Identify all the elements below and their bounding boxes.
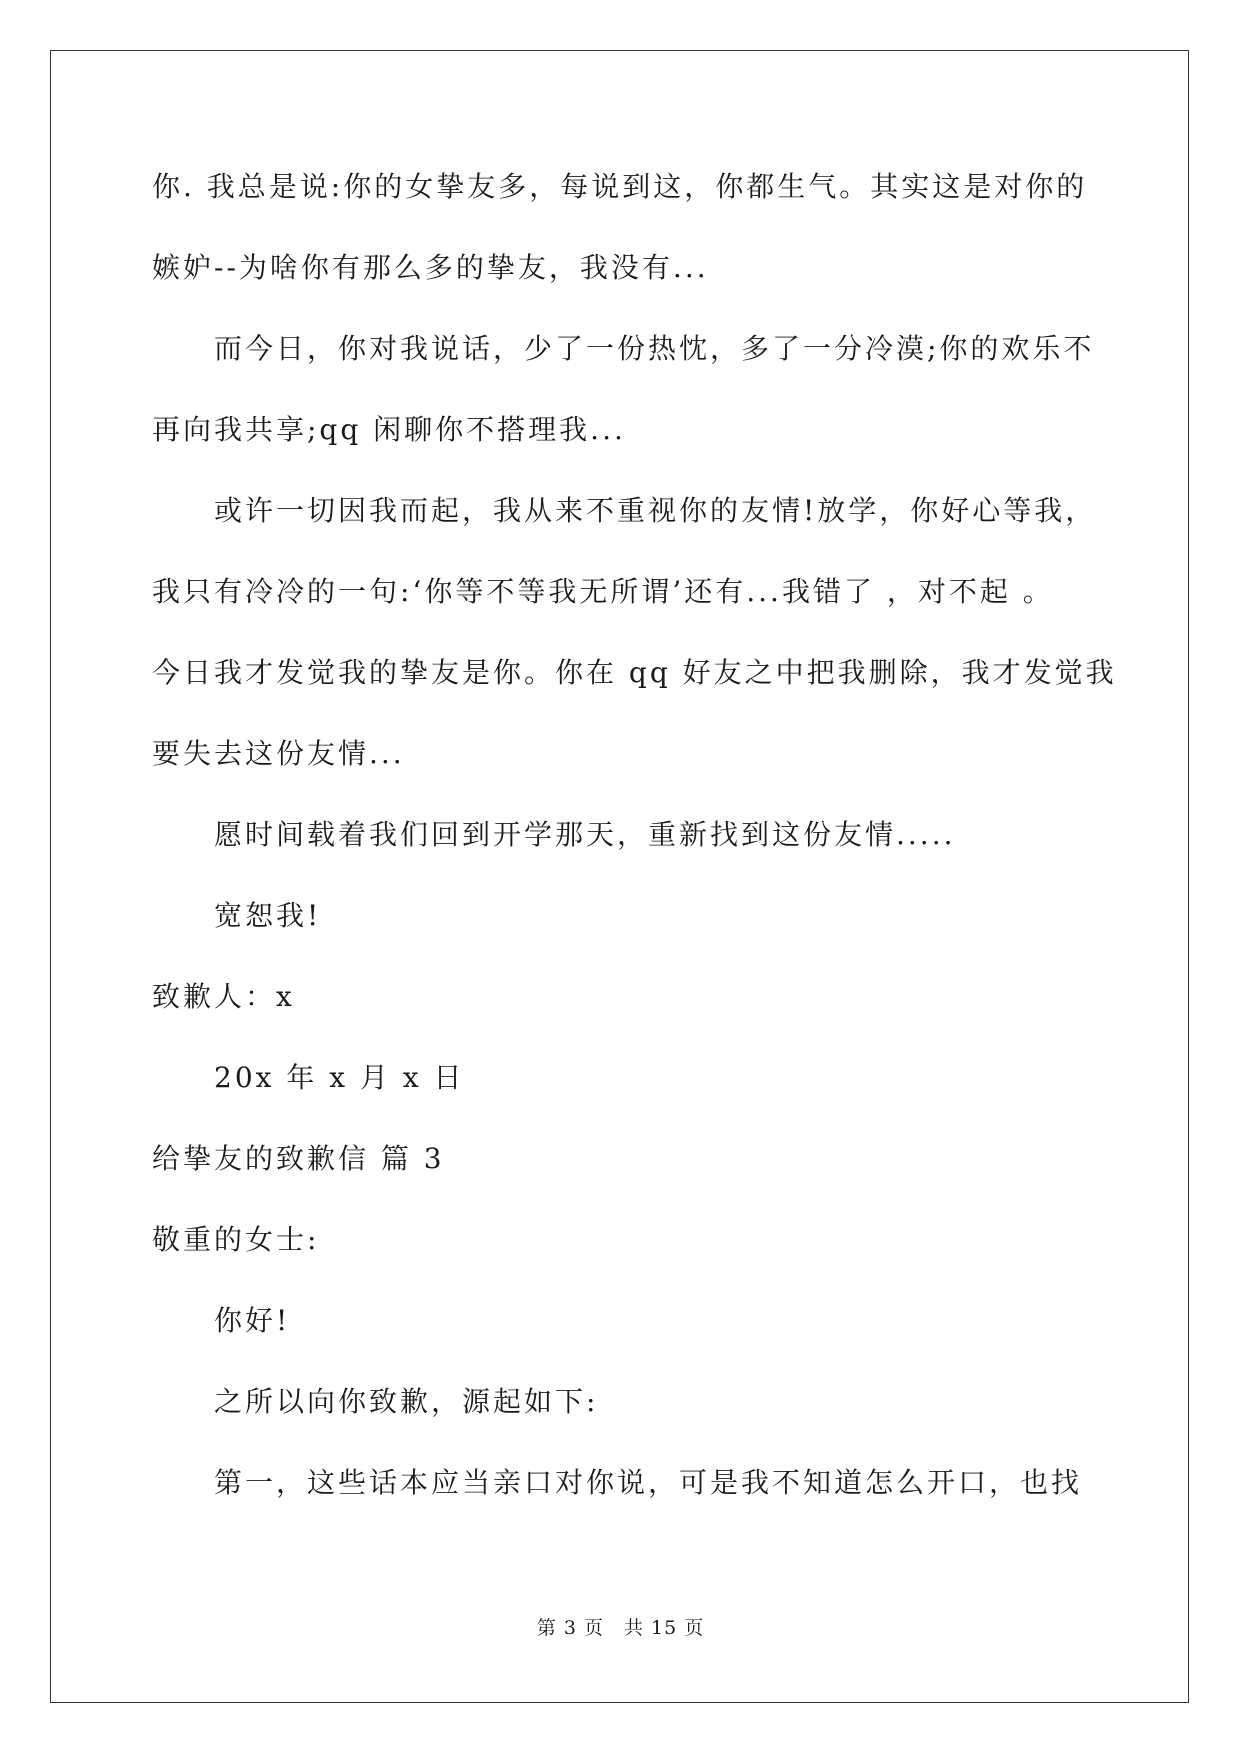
- text-line-9: 愿时间载着我们回到开学那天，重新找到这份友情.....: [214, 818, 956, 851]
- greeting: 你好!: [214, 1304, 291, 1337]
- salutation: 敬重的女士:: [152, 1223, 320, 1256]
- date-line: 20x 年 x 月 x 日: [214, 1061, 465, 1094]
- page-footer: [0, 1613, 1241, 1640]
- document-body: [152, 160, 1117, 1537]
- page-number: 第 3 页: [536, 1617, 604, 1639]
- text-line-2: 嫉妒--为啥你有那么多的挚友，我没有...: [152, 251, 709, 284]
- text-line-4: 再向我共享;qq 闲聊你不搭理我...: [152, 413, 626, 446]
- text-line-5: 或许一切因我而起，我从来不重视你的友情!放学，你好心等我，: [214, 494, 1097, 527]
- text-line-16: 之所以向你致歉，源起如下:: [214, 1385, 599, 1418]
- text-line-6: 我只有冷冷的一句:‘你等不等我无所谓’还有...我错了 ，对不起 。: [152, 575, 1054, 608]
- text-line-17: 第一，这些话本应当亲口对你说，可是我不知道怎么开口，也找: [214, 1466, 1083, 1499]
- page-total: 共 15 页: [623, 1617, 705, 1639]
- text-line-3: 而今日，你对我说话，少了一份热忱，多了一分冷漠;你的欢乐不: [214, 332, 1095, 365]
- text-line-7: 今日我才发觉我的挚友是你。你在 qq 好友之中把我删除，我才发觉我: [152, 656, 1117, 689]
- text-line-8: 要失去这份友情...: [152, 737, 405, 770]
- section-heading: 给挚友的致歉信 篇 3: [152, 1142, 445, 1175]
- text-line-10: 宽恕我!: [214, 899, 322, 932]
- signature-line: 致歉人：x: [152, 980, 295, 1013]
- text-line-1: 你. 我总是说:你的女挚友多，每说到这，你都生气。其实这是对你的: [152, 170, 1088, 203]
